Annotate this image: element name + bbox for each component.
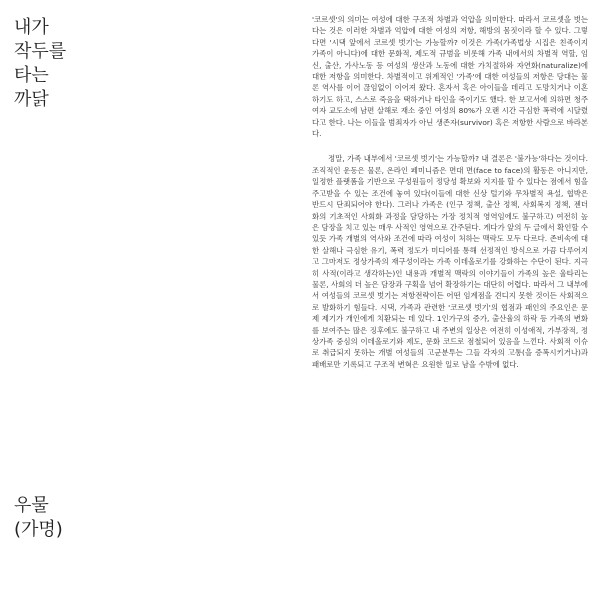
- article-title-line: 까닭: [14, 89, 49, 110]
- article-title-line: 작두를: [14, 41, 67, 62]
- article-title-line: 내가: [14, 17, 49, 38]
- article-title-line: 타는: [14, 65, 49, 86]
- author-name-line: 우물: [14, 495, 49, 516]
- body-paragraph: 정말, 가족 내부에서 '코르셋 벗기'는 가능할까? 내 결론은 '불가능'하다는 것이다. 조직적인 운동은 물론, 온라인 페미니즘은 면대 면(face to face)의 활동은 아니지만, 일정한 플랫폼을 기반으로 구성원들이 정당성 확보와 지지를 할 수 있다는 점에서 힘을 주고받을 수 있는 조건에 놓여 있다(이들에 대한 신상 털기와 무차별적 욕설, 협박은 반드시 단죄되어야 한다). 그러나 가족은 (인구 정책, 출산 정책, 사회복지 정책, 젠더화의 기초적인 사회화 과정을 담당하는 가장 정치적 영역임에도 불구하고) 여전히 높은 담장을 치고 있는 매우 사적인 영역으로 간주된다. 게다가 앞의 두 글에서 확인할 수 있듯 가족 개별의 역사와 조건에 따라 여성이 처하는 맥락도 모두 다르다. 존비속에 대한 살해나 극심한 유기, 폭력 정도가 미디어를 통해 선정적인 방식으로 가끔 다루어지고 그마저도 정상가족의 재구성이라는 가족 이데올로기를 강화하는 수단이 된다. 지극히 사적(이라고 생각하는)인 내용과 개별적 맥락의 이야기들이 가족의 높은 울타리는 물론, 사회의 더 높은 담장과 구획을 넘어 확장하기는 대단히 어렵다. 따라서 그 내부에서 여성들의 코르셋 벗기는 저항전략이든 어떤 임계점을 견디지 못한 것이든 사회적으로 발화하기 힘들다. 시댁, 가족과 관련한 '코르셋 벗기'의 협점과 패인의 주요인은 문제 제기가 개인에게 치환되는 데 있다. 1인가구의 증가, 출산율의 하락 등 가족의 변화를 보여주는 많은 징후에도 불구하고 내 주변의 일상은 여전히 이성애적, 가부장적, 정상가족 중심의 이데올로기와 제도, 문화 코드로 점철되어 있음을 느낀다. 사회적 이슈로 취급되지 못하는 개별 여성들의 고군분투는 그들 각자의 고통(을 증폭시키거나)과 패배로만 기록되고 구조적 변혁은 요원한 일로 남을 수밖에 없다.: [312, 154, 588, 369]
- author-name: [14, 494, 124, 542]
- article-title: [14, 16, 124, 112]
- body-paragraph: '코르셋'의 의미는 여성에 대한 구조적 차별과 억압을 의미한다. 따라서 코르셋을 벗는다는 것은 이러한 차별과 억압에 대한 여성의 저항, 해방의 몸짓이라 할 수 있다. 그렇다면 '시댁 앞에서 코르셋 벗기'는 가능할까? 이것은 가족(가족법상 시집은 친족이지 가족이 아니다)에 대한 문화적, 제도적 규범을 비롯해 가족 내에서의 차별적 역할, 임신, 출산, 가사노동 등 여성의 생산과 노동에 대한 가치절하와 자연화(naturalize)에 대한 저항을 의미한다. 차별적이고 위계적인 '가족'에 대한 여성들의 저항은 당대는 물론 역사를 이어 끊임없이 이어져 왔다. 혼자서 혹은 아이들을 데리고 도망치거나 이혼하기도 하고, 스스로 죽음을 택하거나 타인을 죽이기도 했다. 한 보고서에 의하면 청주 여자 교도소에 남편 살해로 재소 중인 여성의 80%가 오랜 시간 극심한 폭력에 시달렸다고 한다. 나는 이들을 범죄자가 아닌 생존자(survivor) 혹은 저항한 사람으로 바라본다.: [312, 15, 588, 139]
- article-body: [312, 14, 588, 370]
- author-name-line: (가명): [14, 519, 63, 540]
